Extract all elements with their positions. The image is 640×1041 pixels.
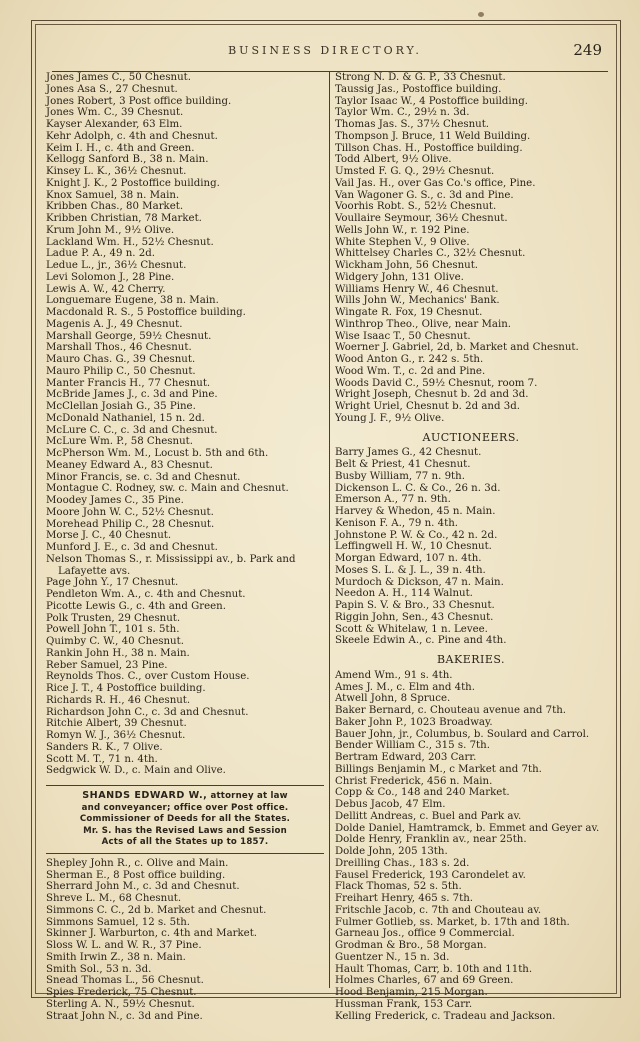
directory-entry: Reynolds Thos. C., over Custom House. (46, 671, 250, 683)
directory-entry: Woerner J. Gabriel, 2d, b. Market and Chesnut. (335, 342, 579, 354)
directory-entry: Scott M. T., 71 n. 4th. (46, 753, 158, 765)
directory-entry: Sanders R. K., 7 Olive. (46, 741, 163, 753)
directory-entry: Guentzer N., 15 n. 3d. (335, 951, 450, 963)
directory-entry: Fausel Frederick, 193 Carondelet av. (335, 869, 526, 881)
left-column (46, 72, 324, 1022)
directory-entry: Jones James C., 50 Chesnut. (46, 72, 192, 83)
directory-entry: Rankin John H., 38 n. Main. (46, 647, 190, 659)
page-header (40, 38, 610, 68)
directory-entry: Taussig Jas., Postoffice building. (335, 83, 502, 95)
directory-entry: Wood Anton G., r. 242 s. 5th. (335, 354, 484, 365)
directory-entry: Smith Irwin Z., 38 n. Main. (46, 951, 186, 963)
directory-entry: Dreilling Chas., 183 s. 2d. (335, 857, 470, 869)
directory-entry: Todd Albert, 9½ Olive. (335, 154, 452, 166)
bakeries-heading: BAKERIES. (436, 653, 506, 666)
directory-entry: Kellogg Sanford B., 38 n. Main. (46, 154, 209, 166)
directory-entry: Strong N. D. & G. P., 33 Chesnut. (335, 72, 506, 83)
directory-entry: Richards R. H., 46 Chesnut. (46, 694, 191, 706)
directory-entry: Wright Joseph, Chesnut b. 2d and 3d. (335, 389, 529, 401)
directory-entry: Simmons C. C., 2d b. Market and Chesnut. (46, 904, 267, 916)
directory-entry: Dickenson L. C. & Co., 26 n. 3d. (335, 482, 501, 494)
page-number: 249 (573, 41, 602, 59)
directory-entry: Macdonald R. S., 5 Postoffice building. (46, 307, 246, 318)
directory-entry: Longuemare Eugene, 38 n. Main. (46, 295, 219, 307)
directory-entry: Straat John N., c. 3d and Pine. (46, 1010, 203, 1022)
directory-entry: McDonald Nathaniel, 15 n. 2d. (46, 412, 205, 424)
directory-entry: Williams Henry W., 46 Chesnut. (335, 283, 499, 295)
directory-entry: Jones Asa S., 27 Chesnut. (46, 83, 178, 95)
directory-entry: McPherson Wm. M., Locust b. 5th and 6th. (46, 448, 269, 459)
directory-entry: Kehr Adolph, c. 4th and Chesnut. (46, 130, 218, 142)
running-head: BUSINESS DIRECTORY. (228, 44, 422, 57)
directory-entry: Wills John W., Mechanics' Bank. (335, 295, 500, 307)
directory-entry: Lackland Wm. H., 52½ Chesnut. (46, 236, 214, 248)
directory-entry: Young J. F., 9½ Olive. (335, 412, 445, 424)
directory-entry: Taylor Isaac W., 4 Postoffice building. (335, 95, 528, 107)
directory-entry: Thompson J. Bruce, 11 Weld Building. (335, 130, 531, 142)
shands-advertisement (46, 785, 324, 854)
directory-entry: Levi Solomon J., 28 Pine. (46, 271, 175, 283)
ad-line-4: Mr. S. has the Revised Laws and Session (83, 825, 287, 836)
directory-entry: Flack Thomas, 52 s. 5th. (335, 881, 462, 893)
directory-entry: Murdoch & Dickson, 47 n. Main. (335, 576, 504, 588)
directory-entry: Sherman E., 8 Post office building. (46, 869, 226, 881)
directory-entry: Holmes Charles, 67 and 69 Green. (335, 975, 514, 987)
directory-entry: Vail Jas. H., over Gas Co.'s office, Pine. (335, 177, 536, 189)
directory-entry: Magenis A. J., 49 Chesnut. (46, 318, 183, 330)
directory-entry: Knox Samuel, 38 n. Main. (46, 189, 180, 201)
directory-entry: Quimby C. W., 40 Chesnut. (46, 636, 184, 647)
directory-entry: Picotte Lewis G., c. 4th and Green. (46, 600, 226, 612)
directory-entry: Reber Samuel, 23 Pine. (46, 659, 168, 671)
directory-entry: Powell John T., 101 s. 5th. (46, 624, 180, 636)
directory-entry: Baker Bernard, c. Chouteau avenue and 7th. (335, 705, 567, 716)
directory-entry: Taylor Wm. C., 29½ n. 3d. (335, 107, 470, 119)
directory-entry: Ladue P. A., 49 n. 2d. (46, 248, 156, 260)
directory-entry: Morehead Philip C., 28 Chesnut. (46, 518, 215, 530)
directory-entry: Kribben Christian, 78 Market. (46, 213, 202, 224)
directory-entry: Voorhis Robt. S., 52½ Chesnut. (335, 201, 497, 213)
directory-entry: Marshall Thos., 46 Chesnut. (46, 342, 192, 354)
column-divider (329, 72, 330, 988)
directory-entry: Ames J. M., c. Elm and 4th. (335, 681, 475, 693)
directory-entry: McLure Wm. P., 58 Chesnut. (46, 436, 193, 448)
directory-entry: Mauro Philip C., 50 Chesnut. (46, 365, 196, 377)
directory-entry: Bauer John, jr., Columbus, b. Soulard and Carrol. (335, 728, 590, 740)
directory-entry: Dolde Daniel, Hamtramck, b. Emmet and Geyer av. (335, 822, 600, 834)
directory-entry: Bertram Edward, 203 Carr. (335, 752, 477, 763)
directory-entry: Tillson Chas. H., Postoffice building. (335, 142, 523, 154)
directory-entry: Scott & Whitelaw, 1 n. Levee. (335, 623, 488, 635)
directory-entry: Bender William C., 315 s. 7th. (335, 740, 490, 752)
directory-entry: Sherrard John M., c. 3d and Chesnut. (46, 881, 240, 893)
directory-entry: White Stephen V., 9 Olive. (335, 236, 470, 248)
directory-entry: Fulmer Gotlieb, ss. Market, b. 17th and 18th. (335, 916, 570, 928)
directory-entry: Rice J. T., 4 Postoffice building. (46, 683, 206, 694)
directory-entry: Garneau Jos., office 9 Commercial. (335, 928, 515, 940)
directory-entry: Moore John W. C., 52½ Chesnut. (46, 506, 214, 518)
directory-entry: Christ Frederick, 456 n. Main. (335, 775, 493, 787)
directory-entry: Atwell John, 8 Spruce. (335, 693, 451, 705)
directory-entry: Kelling Frederick, c. Tradeau and Jackson. (335, 1010, 556, 1022)
auctioneers-heading: AUCTIONEERS. (422, 430, 520, 444)
directory-entry: Sedgwick W. D., c. Main and Olive. (46, 765, 226, 777)
directory-entry: Minor Francis, se. c. 3d and Chesnut. (46, 471, 241, 483)
auctioneers-list (335, 447, 607, 647)
directory-entry: Ritchie Albert, 39 Chesnut. (46, 718, 187, 730)
ad-line-1 (46, 790, 324, 803)
directory-entry: Moses S. L. & J. L., 39 n. 4th. (335, 564, 486, 576)
directory-entry: Fritschle Jacob, c. 7th and Chouteau av. (335, 904, 542, 916)
directory-entry: Morgan Edward, 107 n. 4th. (335, 553, 482, 564)
directory-entry: Baker John P., 1023 Broadway. (335, 716, 493, 728)
ad-line-1-rest: attorney at law (210, 791, 288, 801)
directory-entry: Voullaire Seymour, 36½ Chesnut. (335, 213, 508, 224)
directory-entry: Hood Benjamin, 215 Morgan. (335, 987, 488, 998)
directory-entry: Debus Jacob, 47 Elm. (335, 799, 446, 810)
directory-entry: Snead Thomas L., 56 Chesnut. (46, 975, 204, 987)
directory-entry: Wickham John, 56 Chesnut. (335, 260, 479, 271)
right-column-entries (335, 72, 607, 425)
directory-entry: Jones Robert, 3 Post office building. (46, 95, 232, 107)
directory-entry: Dellitt Andreas, c. Buel and Park av. (335, 810, 522, 822)
directory-entry: Whittelsey Charles C., 32½ Chesnut. (335, 248, 526, 260)
directory-entry: Manter Francis H., 77 Chesnut. (46, 377, 211, 389)
directory-entry: Sterling A. N., 59½ Chesnut. (46, 998, 195, 1010)
directory-entry: Morse J. C., 40 Chesnut. (46, 530, 172, 542)
directory-entry: Page John Y., 17 Chesnut. (46, 577, 179, 589)
directory-entry: Munford J. E., c. 3d and Chesnut. (46, 542, 218, 553)
directory-entry: Wood Wm. T., c. 2d and Pine. (335, 365, 486, 377)
directory-entry: Simmons Samuel, 12 s. 5th. (46, 916, 191, 928)
directory-entry: Busby William, 77 n. 9th. (335, 470, 465, 482)
ad-line-3: Commissioner of Deeds for all the States. (79, 814, 291, 825)
directory-entry: Woods David C., 59½ Chesnut, room 7. (335, 377, 538, 389)
directory-entry: Nelson Thomas S., r. Mississippi av., b. Park and Lafayette avs. (46, 553, 296, 577)
directory-entry: Wright Uriel, Chesnut b. 2d and 3d. (335, 401, 520, 412)
directory-entry: Marshall George, 59½ Chesnut. (46, 330, 212, 342)
directory-entry: Skinner J. Warburton, c. 4th and Market. (46, 928, 258, 940)
directory-entry: Thomas Jas. S., 37½ Chesnut. (335, 119, 490, 130)
directory-entry: Montague C. Rodney, sw. c. Main and Chesnut. (46, 483, 289, 495)
directory-entry: Belt & Priest, 41 Chesnut. (335, 459, 471, 470)
directory-entry: Harvey & Whedon, 45 n. Main. (335, 506, 496, 517)
directory-entry: Copp & Co., 148 and 240 Market. (335, 787, 510, 799)
directory-entry: Van Wagoner G. S., c. 3d and Pine. (335, 189, 514, 201)
directory-entry: Kinsey L. K., 36½ Chesnut. (46, 166, 187, 177)
directory-entry: Sloss W. L. and W. R., 37 Pine. (46, 940, 202, 952)
directory-entry: Hault Thomas, Carr, b. 10th and 11th. (335, 963, 533, 975)
directory-entry: Billings Benjamin M., c Market and 7th. (335, 763, 542, 775)
directory-entry: Spies Frederick, 75 Chesnut. (46, 987, 197, 999)
directory-entry: Wingate R. Fox, 19 Chesnut. (335, 307, 483, 318)
directory-entry: Keim I. H., c. 4th and Green. (46, 142, 195, 154)
directory-entry: Riggin John, Sen., 43 Chesnut. (335, 611, 494, 623)
directory-entry: Papin S. V. & Bro., 33 Chesnut. (335, 600, 495, 611)
directory-entry: Richardson John C., c. 3d and Chesnut. (46, 706, 249, 718)
directory-entry: Polk Trusten, 29 Chesnut. (46, 612, 181, 624)
directory-entry: Mauro Chas. G., 39 Chesnut. (46, 354, 196, 365)
directory-entry: Needon A. H., 114 Walnut. (335, 588, 473, 600)
directory-entry: Shreve L. M., 68 Chesnut. (46, 893, 182, 905)
directory-entry: Wells John W., r. 192 Pine. (335, 224, 470, 236)
directory-entry: Kenison F. A., 79 n. 4th. (335, 517, 458, 529)
directory-entry: Krum John M., 9½ Olive. (46, 224, 175, 236)
directory-entry: Meaney Edward A., 83 Chesnut. (46, 459, 213, 471)
directory-entry: Amend Wm., 91 s. 4th. (335, 669, 453, 681)
directory-entry: Grodman & Bro., 58 Morgan. (335, 940, 487, 951)
directory-entry: Kayser Alexander, 63 Elm. (46, 119, 183, 130)
directory-entry: Romyn W. J., 36½ Chesnut. (46, 730, 186, 741)
ad-name: SHANDS EDWARD W., (82, 790, 208, 801)
directory-entry: McLure C. C., c. 3d and Chesnut. (46, 424, 218, 436)
bakeries-list (335, 670, 607, 1023)
left-column-entries-continued (46, 858, 324, 1023)
directory-entry: Moodey James C., 35 Pine. (46, 495, 184, 506)
directory-entry: Winthrop Theo., Olive, near Main. (335, 318, 512, 330)
directory-entry: Dolde Henry, Franklin av., near 25th. (335, 834, 527, 846)
directory-entry: Shepley John R., c. Olive and Main. (46, 857, 229, 869)
directory-entry: McBride James J., c. 3d and Pine. (46, 389, 218, 401)
directory-entry: Hussman Frank, 153 Carr. (335, 998, 473, 1010)
directory-entry: Lewis A. W., 42 Cherry. (46, 283, 166, 295)
directory-entry: Ledue L., jr., 36½ Chesnut. (46, 260, 187, 271)
directory-entry: Widgery John, 131 Olive. (335, 271, 464, 283)
directory-entry: Knight J. K., 2 Postoffice building. (46, 177, 220, 189)
directory-entry: Pendleton Wm. A., c. 4th and Chesnut. (46, 589, 246, 600)
directory-entry: Umsted F. G. Q., 29½ Chesnut. (335, 166, 495, 177)
directory-entry: Dolde John, 205 13th. (335, 846, 448, 857)
directory-entry: Leffingwell H. W., 10 Chesnut. (335, 541, 492, 553)
directory-entry: Skeele Edwin A., c. Pine and 4th. (335, 635, 507, 647)
directory-entry: Barry James G., 42 Chesnut. (335, 447, 482, 459)
ad-line-5: Acts of all the States up to 1857. (101, 837, 269, 848)
directory-entry: Jones Wm. C., 39 Chesnut. (46, 107, 184, 119)
directory-entry: Freihart Henry, 465 s. 7th. (335, 893, 474, 904)
directory-entry: Johnstone P. W. & Co., 42 n. 2d. (335, 529, 498, 541)
directory-entry: Kribben Chas., 80 Market. (46, 201, 184, 213)
directory-entry: Smith Sol., 53 n. 3d. (46, 963, 152, 975)
ad-line-2: and conveyancer; office over Post office. (81, 802, 289, 813)
directory-entry: Emerson A., 77 n. 9th. (335, 494, 451, 506)
directory-entry: Wise Isaac T., 50 Chesnut. (335, 330, 471, 342)
ink-spot (478, 12, 484, 17)
right-column (335, 72, 607, 1022)
left-column-entries (46, 72, 324, 777)
directory-entry: McClellan Josiah G., 35 Pine. (46, 401, 196, 412)
